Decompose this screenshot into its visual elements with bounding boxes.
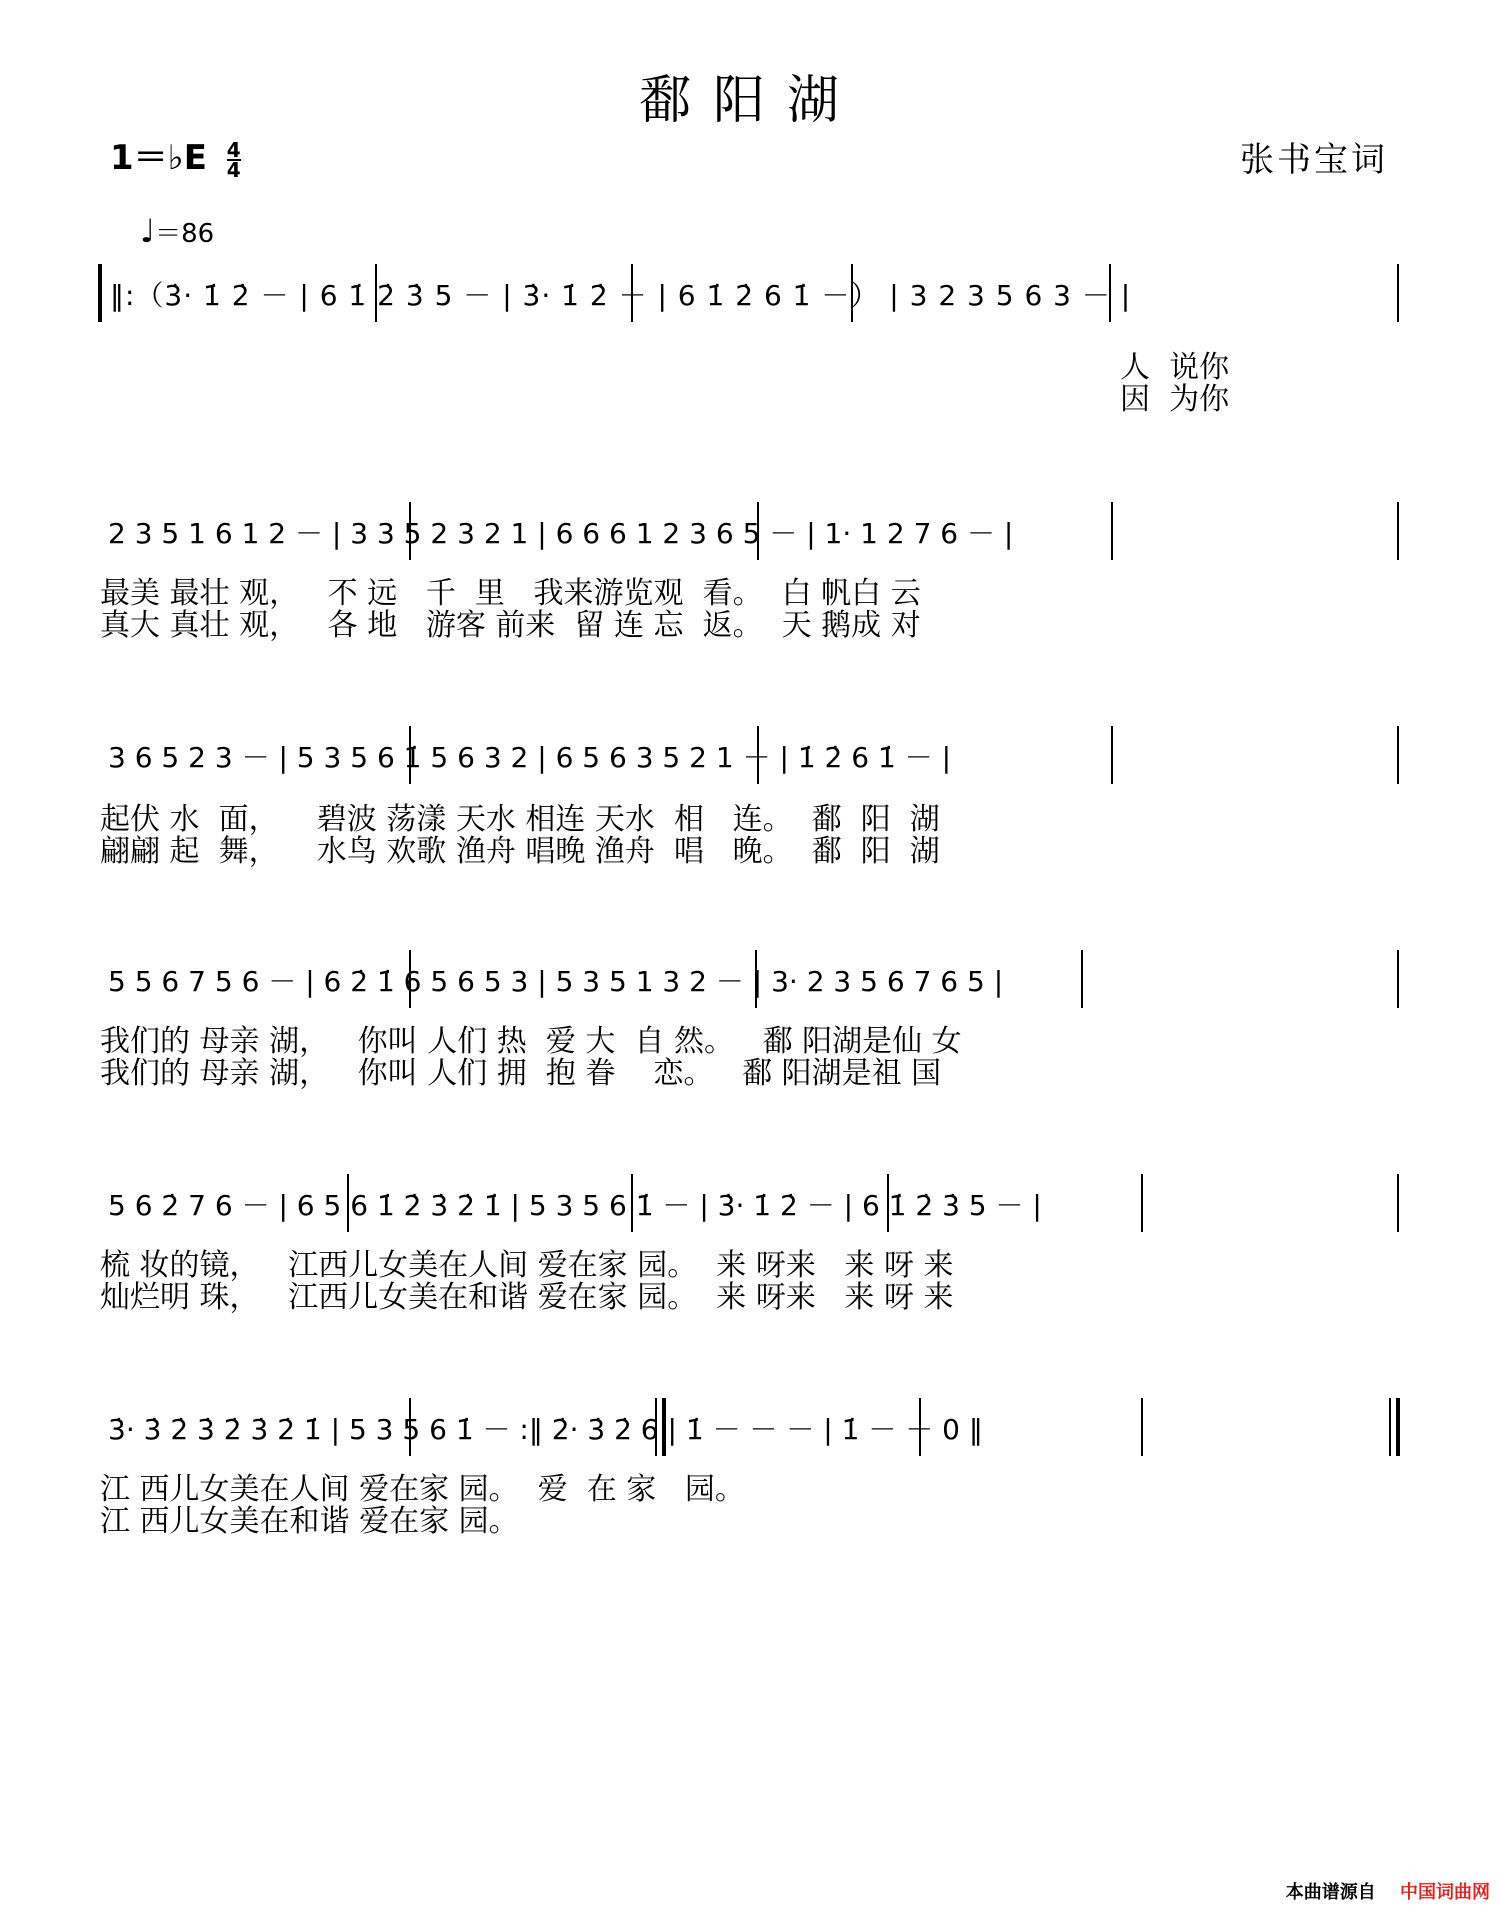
lyric-verse-1: 最美 最壮 观， 不 远 千 里 我来游览观 看。 白 帆白 云 <box>100 576 921 611</box>
lyric-verse-2: 翩翩 起 舞， 水鸟 欢歌 渔舟 唱晚 渔舟 唱 晚。 鄱 阳 湖 <box>100 834 940 869</box>
notation-text: 3̇· 3̇ 2̇ 3̇ 2̇ 3̇ 2̇ 1̇ | 5 3 5 6 1̇ － :‖ 2̇· 3̇ 2̇ 6 | 1̇ － － － | 1̇ － － 0 ‖ <box>108 1413 983 1446</box>
lyric-verse-2: 灿烂明 珠， 江西儿女美在和谐 爱在家 园。 来 呀来 来 呀 来 <box>100 1280 954 1315</box>
notation-text: ‖:（3̇· 1̇ 2̇ － | 6 1̇ 2̇ 3̇ 5 － | 3̇· 1̇ 2̇ － | 6 1̇ 2̇ 6 1̇ －） | 3 2 3 5 6 3 － | <box>110 279 1132 312</box>
song-title: 鄱阳湖 <box>638 71 861 131</box>
lyric-verse-2: 江 西儿女美在和谐 爱在家 园。 <box>100 1504 519 1539</box>
lyricist-credit: 张书宝词 <box>1240 140 1388 180</box>
lyric-verse-1: 我们的 母亲 湖， 你叫 人们 热 爱 大 自 然。 鄱 阳湖是仙 女 <box>100 1024 962 1059</box>
time-denominator: 4 <box>226 157 241 182</box>
notation-text: 3 6 5 2 3 － | 5 3 5 6 1̇ 5 6 3 2 | 6 5 6 3 5 2 1 － | 1̇ 2̇ 6 1̇ － | <box>108 741 952 774</box>
notation-text: 5 5 6 7 5 6 － | 6 2̇ 1̇ 6 5 6 5 3 | 5 3 5 1 3 2 － | 3· 2 3 5 6 7 6 5 | <box>108 965 1004 998</box>
key-label: 1＝♭E <box>110 138 207 178</box>
lyric-verse-1: 起伏 水 面， 碧波 荡漾 天水 相连 天水 相 连。 鄱 阳 湖 <box>100 802 940 837</box>
lyric-verse-1: 梳 妆的镜， 江西儿女美在人间 爱在家 园。 来 呀来 来 呀 来 <box>100 1248 954 1283</box>
tempo-value: ＝86 <box>155 219 215 249</box>
lyric-verse-2: 我们的 母亲 湖， 你叫 人们 拥 抱 眷 恋。 鄱 阳湖是祖 国 <box>100 1056 942 1091</box>
notation-text: 5 6 2̇ 7 6 － | 6 5 6 1̇ 2̇ 3̇ 2̇ 1̇ | 5 3 5 6 1̇ － | 3̇· 1̇ 2̇ － | 6 1̇ 2̇ 3̇ 5 － | <box>108 1189 1042 1222</box>
source-label: 本曲谱源自 <box>1285 1882 1376 1903</box>
lyric-verse-1: 江 西儿女美在人间 爱在家 园。 爱 在 家 园。 <box>100 1472 745 1507</box>
time-numerator: 4 <box>226 137 241 162</box>
source-footer <box>1286 1878 1490 1904</box>
key-signature <box>110 130 241 182</box>
lyric-verse-2: 因 为你 <box>1120 382 1230 417</box>
tempo-marking <box>140 212 214 250</box>
lyric-verse-2: 真大 真壮 观， 各 地 游客 前来 留 连 忘 返。 天 鹅成 对 <box>100 608 921 643</box>
site-name-link[interactable]: 中国词曲网 <box>1400 1882 1490 1903</box>
notation-text: 2 3 5 1 6 1 2 － | 3 3 5 2 3 2 1 | 6 6 6 1 2 3 6 5 － | 1· 1 2 7 6 － | <box>108 517 1014 550</box>
lyric-verse-1: 人 说你 <box>1120 350 1230 385</box>
time-signature <box>226 137 241 182</box>
quarter-note-icon: ♩ <box>140 212 156 250</box>
